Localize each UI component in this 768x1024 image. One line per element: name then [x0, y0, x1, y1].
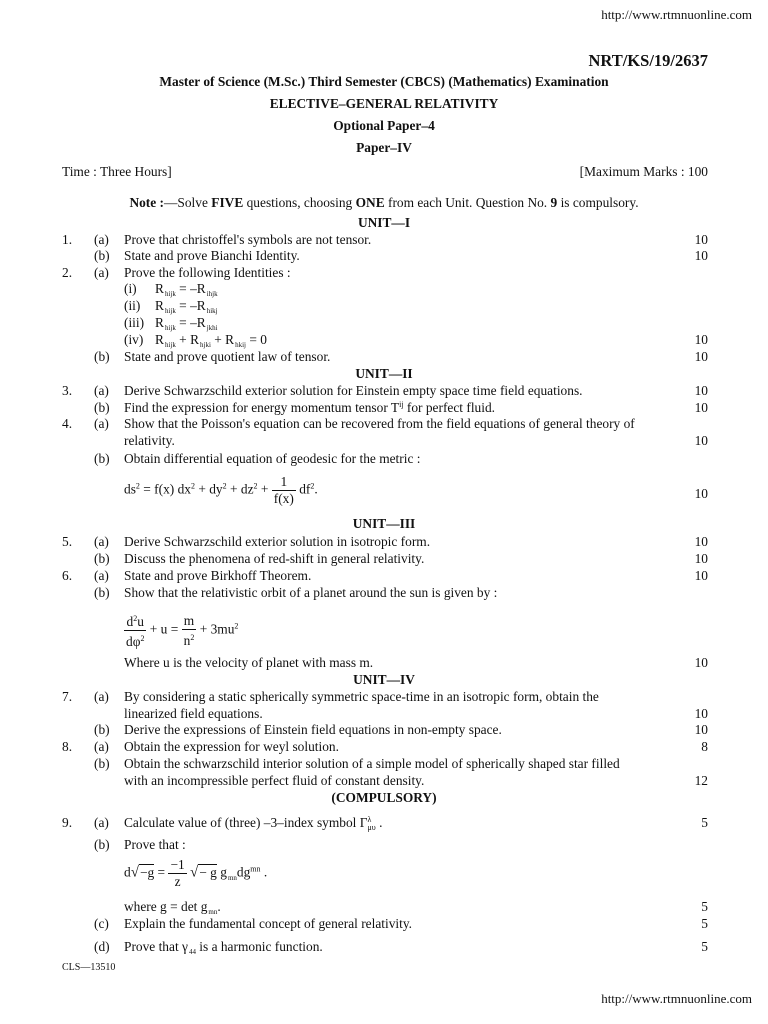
- part-label: (a): [94, 815, 109, 830]
- question-number: 3.: [62, 383, 73, 398]
- question-text: Prove the following Identities :: [124, 265, 291, 280]
- marks: 10: [694, 383, 708, 398]
- note-bold: 9: [550, 195, 558, 210]
- part-label: (d): [94, 939, 110, 954]
- question-text: Derive the expressions of Einstein field equations in non-empty space.: [124, 722, 502, 737]
- question-number: 5.: [62, 534, 73, 549]
- question-text: where $g = \det g_{mn}$.: [124, 899, 221, 916]
- marks: 10: [694, 232, 708, 247]
- note-bold: ONE: [355, 195, 385, 210]
- exam-title: Master of Science (M.Sc.) Third Semester (CBCS) (Mathematics) Examination: [159, 74, 609, 89]
- part-label: (a): [94, 568, 109, 583]
- marks: 10: [694, 551, 708, 566]
- question-text: Obtain differential equation of geodesic for the metric :: [124, 451, 421, 466]
- question-number: 6.: [62, 568, 73, 583]
- part-label: (b): [94, 551, 110, 566]
- part-label: (a): [94, 689, 109, 704]
- marks: 5: [701, 939, 708, 954]
- marks: 10: [694, 332, 708, 347]
- question-text: Derive Schwarzschild exterior solution for Einstein empty space time field equations.: [124, 383, 583, 398]
- identity-label: (ii): [124, 298, 141, 313]
- marks: 5: [701, 899, 708, 914]
- marks: 10: [694, 722, 708, 737]
- determinant-equation: d√−g = $\frac{-1}{z}$ √− g $g_{mn}dg^{mn}$ .: [124, 857, 268, 889]
- identity-formula: $R_{hijk} = -R_{hikj}$: [155, 298, 218, 315]
- part-label: (b): [94, 585, 110, 600]
- part-label: (b): [94, 400, 110, 415]
- question-text: Show that the relativistic orbit of a planet around the sun is given by :: [124, 585, 498, 600]
- footer-code: CLS—13510: [62, 962, 116, 973]
- part-label: (a): [94, 232, 109, 247]
- metric-equation: $ds^2 = f(x) dx^2 + dy^2 + dz^2$ + $\frac{1}{f(x)}$ $df^2$.: [124, 474, 318, 506]
- identity-formula: $R_{hijk} = -R_{jkhi}$: [155, 315, 218, 332]
- marks: 12: [694, 773, 708, 788]
- unit-heading: UNIT—I: [357, 215, 411, 230]
- marks: 10: [694, 568, 708, 583]
- question-text: Prove that :: [124, 837, 186, 852]
- marks: 10: [694, 655, 708, 670]
- unit-heading: UNIT—II: [355, 366, 413, 381]
- question-text: Prove that christoffel's symbols are not tensor.: [124, 232, 372, 247]
- note-text: is compulsory.: [557, 195, 639, 210]
- paper-number: Paper–IV: [356, 140, 412, 155]
- part-label: (b): [94, 451, 110, 466]
- question-number: 8.: [62, 739, 73, 754]
- question-text: Obtain the expression for weyl solution.: [124, 739, 339, 754]
- note-bold: FIVE: [211, 195, 244, 210]
- marks: 10: [694, 706, 708, 721]
- question-text-part: Calculate value of (three) –3–index symbol: [124, 815, 357, 830]
- header-url[interactable]: http://www.rtmnuonline.com: [601, 7, 752, 22]
- part-label: (a): [94, 265, 109, 280]
- question-number: 9.: [62, 815, 73, 830]
- question-text: linearized field equations.: [124, 706, 263, 721]
- marks: 10: [694, 486, 708, 501]
- part-label: (a): [94, 416, 109, 431]
- time-allowed: Time : Three Hours]: [62, 164, 172, 179]
- note-text: from each Unit. Question No.: [384, 195, 551, 210]
- question-text: relativity.: [124, 433, 175, 448]
- instructions-note: [0, 195, 768, 211]
- question-text: Explain the fundamental concept of general relativity.: [124, 916, 413, 931]
- optional-paper: Optional Paper–4: [333, 118, 435, 133]
- marks: 10: [694, 248, 708, 263]
- note-text: questions, choosing: [243, 195, 356, 210]
- identity-label: (iv): [124, 332, 144, 347]
- marks: 10: [694, 433, 708, 448]
- marks: 10: [694, 534, 708, 549]
- question-text: State and prove Bianchi Identity.: [124, 248, 300, 263]
- part-label: (a): [94, 739, 109, 754]
- marks: 8: [701, 739, 708, 754]
- question-number: 7.: [62, 689, 73, 704]
- question-text-part: Find the expression for energy momentum tensor T: [124, 400, 400, 415]
- part-label: (b): [94, 837, 110, 852]
- question-text: Discuss the phenomena of red-shift in general relativity.: [124, 551, 425, 566]
- identity-label: (i): [124, 281, 137, 296]
- question-text: Derive Schwarzschild exterior solution in isotropic form.: [124, 534, 431, 549]
- question-text: By considering a static spherically symmetric space-time in an isotropic form, obtain the: [124, 689, 599, 704]
- question-text: Show that the Poisson's equation can be recovered from the field equations of general theory of: [124, 416, 635, 431]
- question-number: 1.: [62, 232, 73, 247]
- part-label: (b): [94, 248, 110, 263]
- question-text: [124, 400, 495, 416]
- paper-code: NRT/KS/19/2637: [588, 51, 708, 70]
- marks: 5: [701, 815, 708, 830]
- subject-title: ELECTIVE–GENERAL RELATIVITY: [269, 96, 499, 111]
- footer-url[interactable]: http://www.rtmnuonline.com: [601, 991, 752, 1006]
- part-label: (b): [94, 722, 110, 737]
- marks: 5: [701, 916, 708, 931]
- question-text: State and prove Birkhoff Theorem.: [124, 568, 312, 583]
- question-text-part: is a harmonic function.: [199, 939, 323, 954]
- part-label: (b): [94, 349, 110, 364]
- superscript: ij: [399, 400, 404, 409]
- marks: 10: [694, 400, 708, 415]
- unit-heading: UNIT—III: [352, 516, 416, 531]
- note-text: —Solve: [164, 195, 212, 210]
- question-text: Prove that $\gamma_{44}$ is a harmonic function.: [124, 939, 323, 956]
- part-label: (b): [94, 756, 110, 771]
- question-text-part: Prove that: [124, 939, 179, 954]
- compulsory-heading: (COMPULSORY): [331, 790, 437, 805]
- question-text: Obtain the schwarzschild interior solution of a simple model of spherically shaped star filled: [124, 756, 620, 771]
- orbit-equation: $\frac{d^2u}{d\varphi^2}$ + u = $\frac{m}{n^2}$ + $3mu^2$: [126, 612, 239, 649]
- unit-heading: UNIT—IV: [353, 672, 415, 687]
- identity-formula: $R_{hijk} = -R_{ihjk}$: [155, 281, 218, 298]
- question-number: 4.: [62, 416, 73, 431]
- question-number: 2.: [62, 265, 73, 280]
- question-text: Where u is the velocity of planet with mass m.: [124, 655, 374, 670]
- question-text: with an incompressible perfect fluid of constant density.: [124, 773, 425, 788]
- part-label: (c): [94, 916, 109, 931]
- question-text-part: for perfect fluid.: [403, 400, 496, 415]
- marks: 10: [694, 349, 708, 364]
- maximum-marks: [Maximum Marks : 100: [579, 164, 708, 179]
- part-label: (a): [94, 383, 109, 398]
- identity-label: (iii): [124, 315, 145, 330]
- question-text: Calculate value of (three) –3–index symbol Γ λ μυ .: [124, 814, 383, 832]
- identity-formula: $R_{hijk} + R_{hjki} + R_{hkij} = 0$: [155, 332, 267, 349]
- question-text: State and prove quotient law of tensor.: [124, 349, 331, 364]
- part-label: (a): [94, 534, 109, 549]
- note-label: Note :: [129, 195, 165, 210]
- question-text-part: where g = det g: [124, 899, 208, 914]
